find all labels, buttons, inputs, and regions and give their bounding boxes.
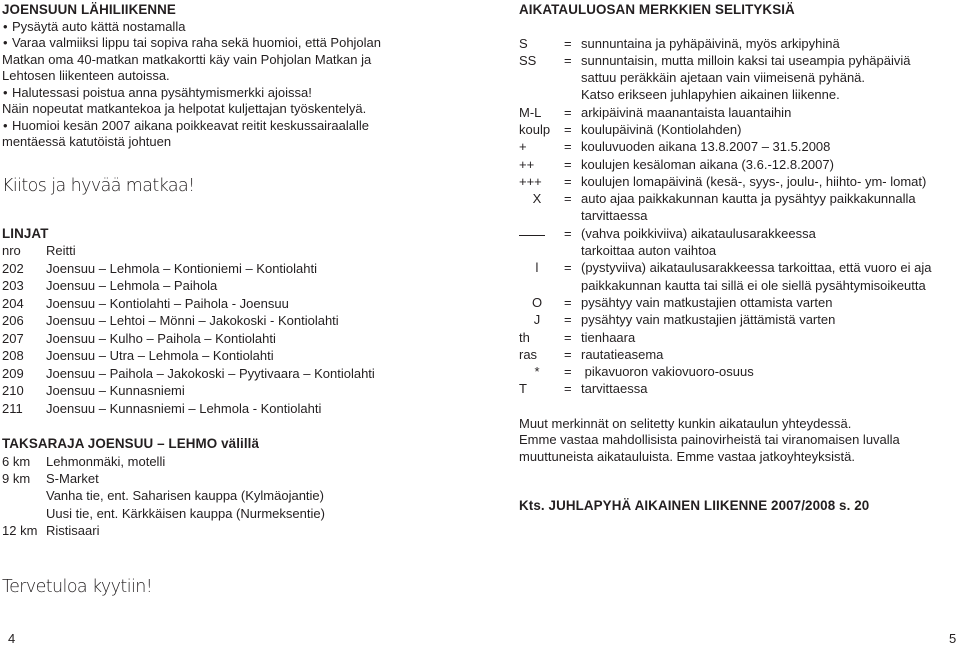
route-row: 202 Joensuu – Lehmola – Kontioniemi – Kontiolahti <box>2 260 318 276</box>
route-row: 204 Joensuu – Kontiolahti – Paihola - Joensuu <box>2 295 289 311</box>
fare-row: 12 km Ristisaari <box>2 523 100 539</box>
legend-row: X = auto ajaa paikkakunnan kautta ja pysähtyy paikkakunnalla tarvittaessa <box>532 191 916 224</box>
bullet-item: • Varaa valmiiksi lippu tai sopiva raha sekä huomioi, että Pohjolan <box>2 35 472 52</box>
left-page <box>2 2 472 598</box>
fare-row: Uusi tie, ent. Kärkkäisen kauppa (Nurmeksentie) <box>46 505 325 521</box>
bullet-continuation: mentäessä katutöistä johtuen <box>2 134 172 149</box>
legend-row: + = kouluvuoden aikana 13.8.2007 – 31.5.2008 <box>519 139 831 155</box>
legend-row: T = tarvittaessa <box>519 381 648 397</box>
route-row: 211 Joensuu – Kunnasniemi – Lehmola - Kontiolahti <box>2 400 322 416</box>
page-number-right: 5 <box>949 631 957 646</box>
section-title-merkit: AIKATAULUOSAN MERKKIEN SELITYKSIÄ <box>519 2 795 17</box>
legend-row: th = tienhaara <box>519 329 636 345</box>
legend-row: = (vahva poikkiviiva) aikataulusarakkeessa tarkoittaa auton vaihtoa <box>519 225 957 260</box>
fare-row: Vanha tie, ent. Saharisen kauppa (Kylmäojantie) <box>46 488 324 504</box>
legend-row: l = (pystyviiva) aikataulusarakkeessa tarkoittaa, että vuoro ei aja paikkakunnan kautta tai sillä ei ole siellä pysähtymisoikeutta <box>535 260 932 293</box>
route-row: 208 Joensuu – Utra – Lehmola – Kontiolahti <box>2 348 274 363</box>
fare-row: 9 km S-Market <box>2 470 99 486</box>
section-title-lahiliikenne: JOENSUUN LÄHILIIKENNE <box>2 2 176 17</box>
routes-header <box>2 242 472 260</box>
note-text: Muut merkinnät on selitetty kunkin aikataulun yhteydessä. <box>519 415 852 431</box>
right-page <box>519 2 957 515</box>
column-header-nro: nro <box>2 243 21 258</box>
bullet-continuation: Matkan oma 40-matkan matkakortti käy vain Pohjolan Matkan ja <box>2 51 372 67</box>
bullet-item: • Pysäytä auto kättä nostamalla <box>2 19 472 36</box>
holiday-reference: Kts. JUHLAPYHÄ AIKAINEN LIIKENNE 2007/2008 s. 20 <box>519 498 870 514</box>
legend-row: J = pysähtyy vain matkustajien jättämistä varten <box>533 312 836 328</box>
legend-row: * = pikavuoron vakiovuoro-osuus <box>534 364 754 380</box>
kiitos-text: Kiitos ja hyvää matkaa! <box>2 175 195 196</box>
page-number-left: 4 <box>8 631 16 646</box>
bullet-continuation: Näin nopeutat matkantekoa ja helpotat kuljettajan työskentelyä. <box>2 101 367 116</box>
route-row: 203 Joensuu – Lehmola – Paihola <box>2 278 218 293</box>
legend-row: ras = rautatieasema <box>519 346 664 362</box>
column-header-reitti: Reitti <box>46 243 76 258</box>
legend-row: +++ = koulujen lomapäivinä (kesä-, syys-, joulu-, hiihto- ym- lomat) <box>519 173 927 189</box>
route-row: 210 Joensuu – Kunnasniemi <box>2 383 185 398</box>
section-title-taksaraja: TAKSARAJA JOENSUU – LEHMO välillä <box>2 436 260 451</box>
route-row: 207 Joensuu – Kulho – Paihola – Kontiolahti <box>2 330 276 346</box>
section-title-linjat: LINJAT <box>2 225 49 241</box>
legend-row: ++ = koulujen kesäloman aikana (3.6.-12.8.2007) <box>519 156 834 172</box>
legend-row: koulp = koulupäivinä (Kontiolahden) <box>519 121 742 137</box>
note-text: muuttuneista aikatauluista. Emme vastaa jatkoyhteyksistä. <box>519 448 855 464</box>
note-text: Emme vastaa mahdollisista painovirheistä tai viranomaisen luvalla <box>519 432 900 448</box>
bullet-continuation: Lehtosen liikenteen autoissa. <box>2 68 170 83</box>
fare-row: 6 km Lehmonmäki, motelli <box>2 453 166 469</box>
legend-row: O = pysähtyy vain matkustajien ottamista varten <box>531 294 833 310</box>
legend-row: S = sunnuntaina ja pyhäpäivinä, myös arkipyhinä <box>519 35 840 51</box>
legend-row: SS = sunnuntaisin, mutta milloin kaksi tai useampia pyhäpäiviä sattuu peräkkäin ajetaan vain viimeisenä pyhänä. Katso erikseen juhlapyhien aikainen liikenne. <box>519 52 911 103</box>
thick-rule-symbol <box>519 225 545 236</box>
bullet-item: • Huomioi kesän 2007 aikana poikkeavat reitit keskussairaalalle <box>2 118 472 135</box>
bullet-item: • Halutessasi poistua anna pysähtymismerkki ajoissa! <box>2 85 472 102</box>
legend-row: M-L = arkipäivinä maanantaista lauantaihin <box>519 104 792 120</box>
route-row: 209 Joensuu – Paihola – Jakokoski – Pyytivaara – Kontiolahti <box>2 365 375 381</box>
tervetuloa-text: Tervetuloa kyytiin! <box>2 576 153 597</box>
route-row: 206 Joensuu – Lehtoi – Mönni – Jakokoski - Kontiolahti <box>2 313 339 328</box>
